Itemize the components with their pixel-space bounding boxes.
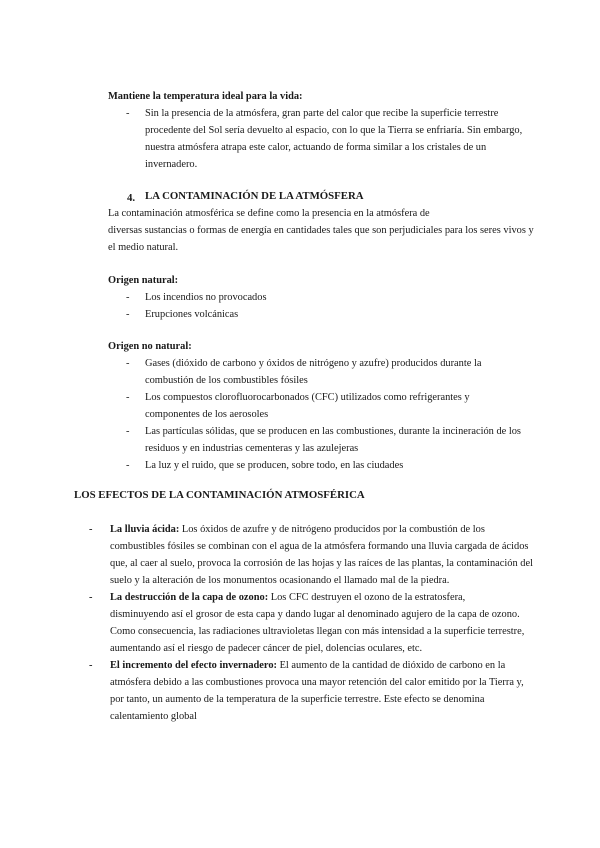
non-natural-origin-section bbox=[108, 338, 192, 355]
text-line: suelo y la alteración de los monumentos ocasionando el llamado mal de la piedra. bbox=[110, 575, 450, 586]
text-line: que, al caer al suelo, provoca la corrosión de las hojas y las raíces de las plantas, la contaminación del bbox=[110, 558, 533, 569]
list-item bbox=[126, 306, 267, 323]
effect-term: El incremento del efecto invernadero: bbox=[110, 660, 277, 671]
bullet-dash: - bbox=[126, 460, 130, 471]
text-line bbox=[110, 657, 533, 674]
list-item-text: Erupciones volcánicas bbox=[145, 309, 239, 320]
non-natural-origin-heading: Origen no natural: bbox=[108, 341, 192, 352]
text-line: calentamiento global bbox=[110, 711, 197, 722]
text-line: combustión de los combustibles fósiles bbox=[145, 375, 308, 386]
effect-text: Los óxidos de azufre y de nitrógeno producidos por la combustión de los bbox=[179, 524, 485, 535]
text-line: componentes de los aerosoles bbox=[145, 409, 269, 420]
bullet-dash: - bbox=[126, 292, 130, 303]
natural-origin-heading: Origen natural: bbox=[108, 275, 179, 286]
section-title-wrap bbox=[145, 188, 364, 205]
effect-text: Los CFC destruyen el ozono de la estratosfera, bbox=[268, 592, 466, 603]
list-item bbox=[126, 423, 521, 457]
text-line: por tanto, un aumento de la temperatura de la superficie terrestre. Este efecto se denomina bbox=[110, 694, 485, 705]
text-line: La luz y el ruido, que se producen, sobre todo, en las ciudades bbox=[145, 460, 404, 471]
text-line: Gases (dióxido de carbono y óxidos de nitrógeno y azufre) producidos durante la bbox=[145, 358, 482, 369]
definition-paragraph bbox=[108, 205, 534, 256]
text-line: La contaminación atmosférica se define como la presencia en la atmósfera de bbox=[108, 208, 430, 219]
effect-term: La destrucción de la capa de ozono: bbox=[110, 592, 269, 603]
text-line bbox=[110, 589, 533, 606]
text-line: Las partículas sólidas, que se producen en las combustiones, durante la incineración de los bbox=[145, 426, 521, 437]
text-line: disminuyendo así el grosor de esta capa y dando lugar al denominado agujero de la capa de ozono. bbox=[110, 609, 520, 620]
text-line: diversas sustancias o formas de energía en cantidades tales que son perjudiciales para los seres vivos y bbox=[108, 225, 534, 236]
text-line: Los compuestos clorofluorocarbonados (CFC) utilizados como refrigerantes y bbox=[145, 392, 470, 403]
natural-origin-list bbox=[126, 289, 267, 323]
list-item bbox=[126, 289, 267, 306]
text-line: el medio natural. bbox=[108, 242, 179, 253]
temperature-heading: Mantiene la temperatura ideal para la vida: bbox=[108, 91, 303, 102]
text-line: residuos y en industrias cementeras y las azulejeras bbox=[145, 443, 359, 454]
effects-heading-wrap bbox=[74, 487, 365, 504]
list-item bbox=[126, 355, 521, 389]
text-line: Como consecuencia, las radiaciones ultravioletas llegan con más intensidad a la superficie terrestre, bbox=[110, 626, 525, 637]
text-line: combustibles fósiles se combinan con el agua de la atmósfera formando una lluvia cargada de ácidos bbox=[110, 541, 529, 552]
text-line: aumentando así el riesgo de padecer cáncer de piel, dolencias oculares, etc. bbox=[110, 643, 423, 654]
temperature-section bbox=[108, 88, 303, 105]
text-line: nuestra atmósfera atrapa este calor, actuando de forma similar a los cristales de un bbox=[145, 142, 487, 153]
section-number: 4. bbox=[127, 192, 136, 204]
bullet-dash: - bbox=[126, 358, 130, 369]
effects-heading: LOS EFECTOS DE LA CONTAMINACIÓN ATMOSFÉRICA bbox=[74, 489, 365, 501]
bullet-dash: - bbox=[126, 426, 130, 437]
effect-term: La lluvia ácida: bbox=[110, 524, 180, 535]
text-line: Sin la presencia de la atmósfera, gran parte del calor que recibe la superficie terrestre bbox=[145, 108, 499, 119]
text-line: procedente del Sol sería devuelto al espacio, con lo que la Tierra se enfriaría. Sin embargo, bbox=[145, 125, 523, 136]
effect-text: El aumento de la cantidad de dióxido de carbono en la bbox=[276, 660, 506, 671]
list-item-text: Los incendios no provocados bbox=[145, 292, 267, 303]
temperature-list-item bbox=[126, 105, 523, 173]
bullet-dash: - bbox=[126, 392, 130, 403]
effect-item-ozone bbox=[89, 589, 533, 657]
list-item bbox=[126, 389, 521, 423]
bullet-dash: - bbox=[126, 309, 130, 320]
list-item bbox=[126, 457, 521, 474]
text-line: atmósfera debido a las combustiones provoca una mayor retención del calor emitido por la Tierra y, bbox=[110, 677, 524, 688]
non-natural-origin-list bbox=[126, 355, 521, 474]
bullet-dash: - bbox=[126, 108, 130, 119]
natural-origin-section bbox=[108, 272, 178, 289]
bullet-dash: - bbox=[89, 660, 93, 671]
section-title: LA CONTAMINACIÓN DE LA ATMÓSFERA bbox=[145, 190, 364, 202]
effect-item-greenhouse bbox=[89, 657, 533, 725]
text-line: invernadero. bbox=[145, 159, 198, 170]
effect-item-acid-rain bbox=[89, 521, 533, 589]
bullet-dash: - bbox=[89, 524, 93, 535]
bullet-dash: - bbox=[89, 592, 93, 603]
effects-list bbox=[89, 521, 533, 725]
text-line bbox=[110, 521, 533, 538]
